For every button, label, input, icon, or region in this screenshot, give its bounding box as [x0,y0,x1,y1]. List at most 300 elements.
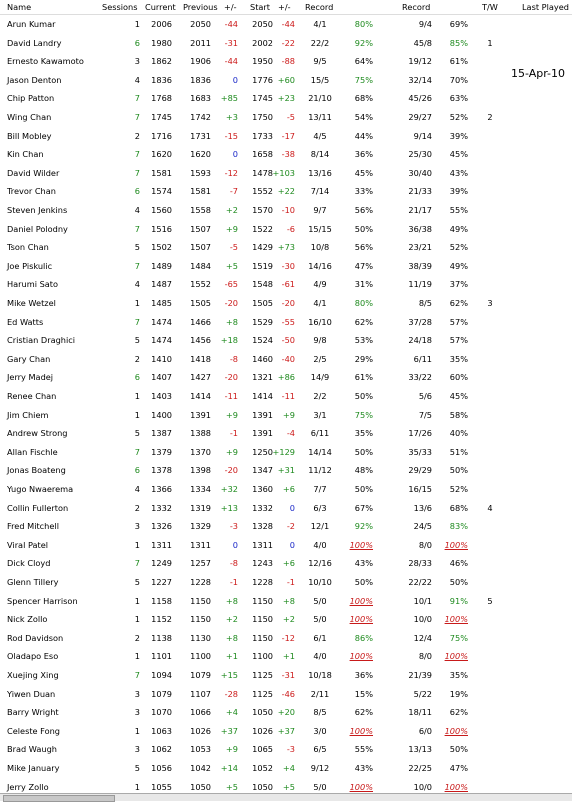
rating-change-cell: -20 [224,465,238,476]
player-name: Jerry Madej [7,372,54,383]
total-record-cell: 5/22 [413,688,432,699]
total-percent-cell: 57% [449,316,468,327]
previous-rating-cell: 1150 [190,614,211,625]
change-from-start-cell: +22 [277,186,295,197]
change-from-start-cell: +6 [282,484,295,494]
total-percent-cell: 49% [449,260,468,271]
table-row [0,293,572,312]
sessions-cell: 6 [134,465,140,476]
sessions-cell: 7 [134,446,140,457]
sessions-cell: 1 [134,614,140,625]
total-percent-cell: 50% [449,577,468,587]
record-cell: 22/2 [310,37,330,48]
previous-rating-cell: 1107 [190,688,211,699]
total-percent-cell: 100% [444,781,468,792]
current-rating-cell: 1062 [151,744,172,755]
player-name: Brad Waugh [7,744,57,755]
change-from-start-cell: -10 [281,205,295,215]
previous-rating-cell: 1505 [190,298,211,308]
previous-rating-cell: 1418 [190,353,211,364]
start-rating-cell: 2002 [252,37,273,48]
current-rating-cell: 1158 [151,595,172,606]
start-rating-cell: 1776 [252,74,273,85]
record-percent-cell: 67% [354,502,373,513]
rating-change-cell: -7 [229,186,238,197]
table-row [0,721,572,740]
previous-rating-cell: 1066 [190,707,211,718]
total-percent-cell: 45% [449,149,468,160]
player-name: Jim Chiem [7,409,49,420]
total-record-cell: 8/5 [418,298,432,308]
rating-change-cell: +9 [225,223,238,234]
previous-rating-cell: 2011 [190,37,211,48]
record-cell: 14/16 [308,260,332,271]
total-record-cell: 33/22 [408,372,432,383]
sessions-cell: 5 [134,335,140,346]
change-from-start-cell: -44 [281,19,295,29]
record-cell: 4/0 [313,539,327,550]
current-rating-cell: 1138 [151,632,172,643]
total-percent-cell: 35% [449,353,468,364]
previous-rating-cell: 1414 [190,391,211,401]
total-percent-cell: 39% [449,130,468,141]
player-name: Nick Zollo [7,614,48,625]
previous-rating-cell: 1042 [190,763,211,773]
sessions-cell: 2 [134,353,140,364]
total-record-cell: 6/0 [418,725,432,736]
player-name: Andrew Strong [7,428,68,439]
total-percent-cell: 100% [444,614,468,625]
current-rating-cell: 1485 [151,298,172,308]
current-rating-cell: 1745 [151,112,172,122]
change-from-start-cell: -2 [286,521,295,532]
header-record-total: Record [402,2,431,12]
record-percent-cell: 100% [349,614,373,625]
table-row [0,200,572,219]
start-rating-cell: 1228 [252,577,273,587]
sessions-cell: 1 [134,298,140,308]
sessions-cell: 7 [134,260,140,271]
rating-change-cell: -65 [224,279,238,290]
sessions-cell: 3 [134,707,140,718]
current-rating-cell: 1063 [151,725,172,736]
record-cell: 7/14 [310,186,330,197]
total-record-cell: 11/19 [408,279,432,290]
start-rating-cell: 1100 [252,651,273,662]
start-rating-cell: 1522 [252,223,273,234]
rating-change-cell: -11 [224,391,238,401]
rating-change-cell: +2 [225,205,238,215]
total-record-cell: 28/33 [408,558,432,569]
current-rating-cell: 1056 [151,763,172,773]
rating-change-cell: +5 [225,781,238,792]
record-cell: 8/14 [310,149,330,160]
player-name: Wing Chan [7,112,52,122]
total-percent-cell: 46% [449,558,468,569]
total-percent-cell: 45% [449,391,468,401]
previous-rating-cell: 1507 [190,223,211,234]
record-percent-cell: 33% [354,186,373,197]
header-start: Start [250,2,271,12]
header-sessions: Sessions [102,2,138,12]
total-record-cell: 13/6 [413,502,432,513]
header-previous: Previous [183,2,218,12]
sessions-cell: 2 [134,130,140,141]
change-from-start-cell: +1 [282,651,295,662]
rating-change-cell: -20 [224,372,238,383]
player-name: Rod Davidson [7,632,64,643]
current-rating-cell: 1079 [151,688,172,699]
table-row [0,609,572,628]
record-cell: 4/9 [313,279,327,290]
sessions-cell: 7 [134,670,140,680]
change-from-start-cell: -4 [286,428,295,439]
change-from-start-cell: +129 [272,446,295,457]
record-percent-cell: 50% [354,577,373,587]
table-row [0,572,572,591]
start-rating-cell: 1052 [252,763,273,773]
current-rating-cell: 2006 [151,19,172,29]
rating-change-cell: -12 [224,167,238,178]
player-name: Yiwen Duan [7,688,56,699]
record-percent-cell: 86% [354,632,373,643]
rating-change-cell: +8 [225,595,238,606]
total-record-cell: 36/38 [408,223,432,234]
total-record-cell: 24/18 [408,335,432,346]
current-rating-cell: 1768 [151,93,172,104]
record-cell: 7/7 [313,484,327,494]
start-rating-cell: 1505 [252,298,273,308]
change-from-start-cell: +86 [277,372,295,383]
record-cell: 3/1 [313,409,327,420]
player-name: Jerry Zollo [7,781,49,792]
rating-change-cell: -20 [224,298,238,308]
rating-change-cell: -44 [224,56,238,67]
current-rating-cell: 1326 [151,521,172,532]
table-row [0,553,572,572]
sessions-cell: 5 [134,763,140,773]
change-from-start-cell: +23 [277,93,295,104]
total-record-cell: 9/14 [413,130,432,141]
player-name: Cristian Draghici [7,335,76,346]
total-percent-cell: 40% [449,428,468,439]
total-record-cell: 45/26 [408,93,432,104]
start-rating-cell: 1065 [252,744,273,755]
total-percent-cell: 35% [449,670,468,680]
total-percent-cell: 57% [449,335,468,346]
record-percent-cell: 100% [349,725,373,736]
scrollbar-thumb[interactable] [3,795,115,802]
record-percent-cell: 50% [354,484,373,494]
total-record-cell: 8/0 [418,539,432,550]
change-from-start-cell: -30 [281,260,295,271]
current-rating-cell: 1502 [151,242,172,253]
previous-rating-cell: 1257 [190,558,211,569]
start-rating-cell: 1658 [252,149,273,160]
table-row [0,646,572,665]
record-percent-cell: 55% [354,744,373,755]
player-name: Allan Fischle [7,446,58,457]
start-rating-cell: 2050 [252,19,273,29]
start-rating-cell: 1429 [252,242,273,253]
start-rating-cell: 1414 [252,391,273,401]
table-row [0,70,572,89]
previous-rating-cell: 1370 [190,446,211,457]
record-percent-cell: 36% [354,149,373,160]
total-percent-cell: 62% [449,707,468,718]
sessions-cell: 4 [134,279,140,290]
header-last-played: Last Played [522,2,569,12]
current-rating-cell: 1094 [151,670,172,680]
record-cell: 14/14 [308,446,332,457]
table-row [0,219,572,238]
header-tw: T/W [482,2,498,12]
current-rating-cell: 1560 [151,205,172,215]
sessions-cell: 2 [134,632,140,643]
start-rating-cell: 1332 [252,502,273,513]
record-cell: 4/1 [313,19,327,29]
rating-change-cell: +9 [225,446,238,457]
total-percent-cell: 55% [449,205,468,215]
current-rating-cell: 1980 [151,37,172,48]
rating-change-cell: 0 [232,539,238,550]
player-name: Jason Denton [7,74,62,85]
table-row [0,479,572,498]
start-rating-cell: 1150 [252,614,273,625]
record-percent-cell: 64% [354,56,373,67]
previous-rating-cell: 1319 [190,502,211,513]
table-row [0,144,572,163]
record-percent-cell: 92% [354,37,373,48]
record-cell: 6/1 [313,632,327,643]
previous-rating-cell: 1836 [190,74,211,85]
player-name: Daniel Polodny [7,223,68,234]
record-percent-cell: 29% [354,353,373,364]
record-percent-cell: 53% [354,335,373,346]
previous-rating-cell: 1683 [190,93,211,104]
sessions-cell: 4 [134,74,140,85]
previous-rating-cell: 1388 [190,428,211,439]
change-from-start-cell: -3 [286,744,295,755]
previous-rating-cell: 1484 [190,260,211,271]
record-percent-cell: 80% [354,19,373,29]
previous-rating-cell: 1311 [190,539,211,550]
table-row [0,386,572,405]
total-percent-cell: 61% [449,56,468,67]
total-percent-cell: 62% [449,298,468,308]
rating-change-cell: 0 [232,74,238,85]
current-rating-cell: 1227 [151,577,172,587]
total-record-cell: 10/1 [413,595,432,606]
record-cell: 12/1 [310,521,330,532]
start-rating-cell: 1150 [252,595,273,606]
change-from-start-cell: +8 [282,595,295,606]
total-percent-cell: 83% [449,521,468,532]
start-rating-cell: 1347 [252,465,273,476]
start-rating-cell: 1321 [252,372,273,383]
start-rating-cell: 1570 [252,205,273,215]
total-record-cell: 10/0 [413,781,432,792]
previous-rating-cell: 1329 [190,521,211,532]
record-percent-cell: 75% [354,409,373,420]
record-cell: 10/18 [308,670,332,680]
player-name: Harumi Sato [7,279,59,290]
player-name: Gary Chan [7,353,51,364]
total-record-cell: 21/17 [408,205,432,215]
table-row [0,628,572,647]
current-rating-cell: 1620 [151,149,172,160]
record-cell: 6/11 [310,428,330,439]
rating-change-cell: -28 [224,688,238,699]
total-record-cell: 22/25 [408,763,432,773]
rating-change-cell: -1 [229,577,238,587]
total-percent-cell: 58% [449,409,468,420]
header-delta: +/- [224,2,237,12]
sessions-cell: 7 [134,223,140,234]
rating-change-cell: +14 [220,763,238,773]
player-name: Kin Chan [7,149,44,160]
record-cell: 4/1 [313,298,327,308]
sessions-cell: 4 [134,484,140,494]
current-rating-cell: 1379 [151,446,172,457]
record-cell: 4/0 [313,651,327,662]
record-percent-cell: 100% [349,651,373,662]
sessions-cell: 7 [134,316,140,327]
change-from-start-cell: -46 [281,688,295,699]
player-name: Xuejing Xing [7,670,59,680]
current-rating-cell: 1152 [151,614,172,625]
record-cell: 2/2 [313,391,327,401]
previous-rating-cell: 1079 [190,670,211,680]
rating-change-cell: +4 [225,707,238,718]
player-name: Mike Wetzel [7,298,56,308]
start-rating-cell: 1460 [252,353,273,364]
total-record-cell: 22/22 [408,577,432,587]
current-rating-cell: 1311 [151,539,172,550]
rating-change-cell: +32 [220,484,238,494]
header-delta-start: +/- [278,2,291,12]
player-name: Joe Piskulic [7,260,53,271]
table-row [0,88,572,107]
sessions-cell: 3 [134,521,140,532]
start-rating-cell: 1548 [252,279,273,290]
change-from-start-cell: +9 [282,409,295,420]
sessions-cell: 7 [134,149,140,160]
record-cell: 8/5 [313,707,327,718]
player-name: David Landry [7,37,62,48]
record-percent-cell: 100% [349,595,373,606]
table-row [0,516,572,535]
previous-rating-cell: 1456 [190,335,211,346]
start-rating-cell: 1125 [252,670,273,680]
player-name: Arun Kumar [7,19,56,29]
start-rating-cell: 1328 [252,521,273,532]
total-percent-cell: 39% [449,186,468,197]
record-percent-cell: 92% [354,521,373,532]
start-rating-cell: 1125 [252,688,273,699]
total-percent-cell: 52% [449,242,468,253]
start-rating-cell: 1391 [252,428,273,439]
total-record-cell: 24/5 [413,521,432,532]
player-name: Trevor Chan [7,186,56,197]
current-rating-cell: 1055 [151,781,172,792]
sessions-cell: 6 [134,372,140,383]
record-percent-cell: 62% [354,316,373,327]
rating-change-cell: +5 [225,260,238,271]
previous-rating-cell: 2050 [190,19,211,29]
header-name: Name [7,2,32,12]
rating-change-cell: +8 [225,632,238,643]
table-row [0,33,572,52]
previous-rating-cell: 1731 [190,130,211,141]
table-row [0,423,572,442]
change-from-start-cell: -5 [286,112,295,122]
current-rating-cell: 1101 [151,651,172,662]
change-from-start-cell: +20 [277,707,295,718]
rating-change-cell: +15 [220,670,238,680]
table-row [0,405,572,424]
record-cell: 15/15 [308,223,332,234]
previous-rating-cell: 1593 [190,167,211,178]
total-percent-cell: 68% [449,502,468,513]
change-from-start-cell: -61 [281,279,295,290]
player-name: Dick Cloyd [7,558,51,569]
total-percent-cell: 52% [449,112,468,122]
record-cell: 10/8 [310,242,330,253]
current-rating-cell: 1332 [151,502,172,513]
last-played-date: 15-Apr-10 [511,67,566,80]
previous-rating-cell: 1228 [190,577,211,587]
table-row [0,758,572,777]
table-row [0,107,572,126]
player-name: Barry Wright [7,707,59,718]
rating-change-cell: -44 [224,19,238,29]
total-record-cell: 18/11 [408,707,432,718]
current-rating-cell: 1489 [151,260,172,271]
change-from-start-cell: -6 [286,223,295,234]
change-from-start-cell: 0 [289,539,295,550]
previous-rating-cell: 1391 [190,409,211,420]
total-percent-cell: 69% [449,19,468,29]
header-record: Record [305,2,334,12]
total-record-cell: 6/11 [413,353,432,364]
table-row [0,163,572,182]
current-rating-cell: 1581 [151,167,172,178]
sessions-cell: 7 [134,558,140,569]
table-row [0,126,572,145]
total-percent-cell: 70% [449,74,468,85]
previous-rating-cell: 1334 [190,484,211,494]
rating-change-cell: -1 [229,428,238,439]
total-percent-cell: 91% [449,595,468,606]
previous-rating-cell: 1053 [190,744,211,755]
start-rating-cell: 1529 [252,316,273,327]
total-record-cell: 29/29 [408,465,432,476]
player-name: Oladapo Eso [7,651,59,662]
record-percent-cell: 45% [354,167,373,178]
table-row [0,702,572,721]
record-percent-cell: 100% [349,781,373,792]
rating-change-cell: +8 [225,316,238,327]
change-from-start-cell: +5 [282,781,295,792]
rating-change-cell: 0 [232,149,238,160]
record-percent-cell: 47% [354,260,373,271]
table-row [0,181,572,200]
record-percent-cell: 43% [354,763,373,773]
sessions-cell: 5 [134,242,140,253]
sessions-cell: 7 [134,167,140,178]
previous-rating-cell: 1552 [190,279,211,290]
